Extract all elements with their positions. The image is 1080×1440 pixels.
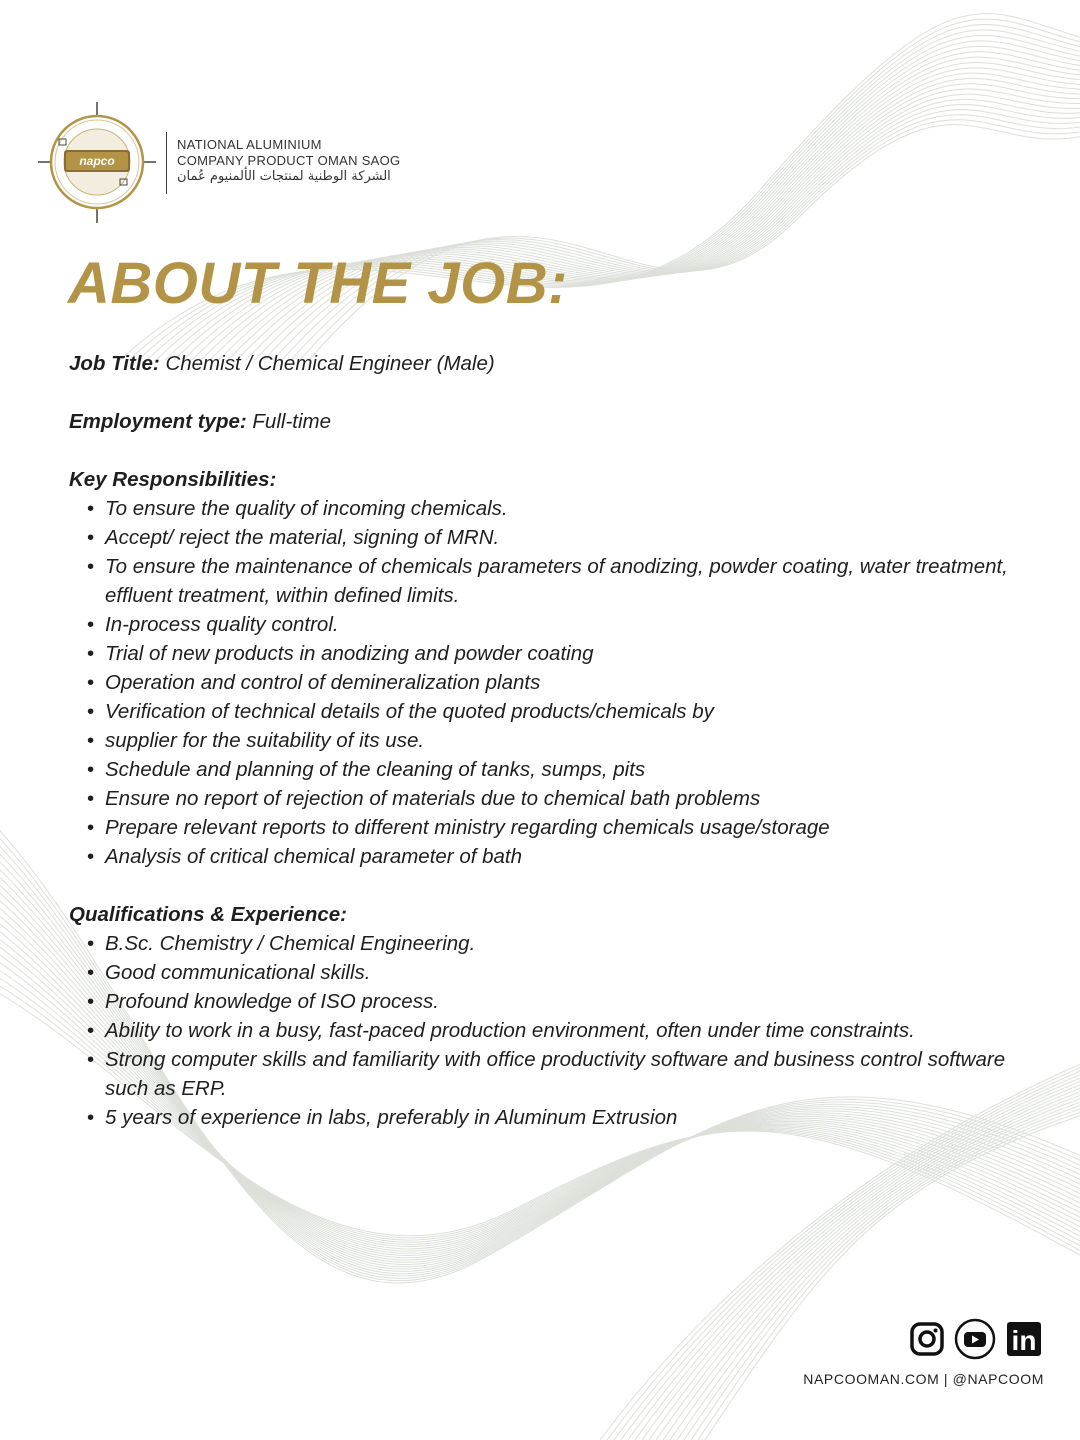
header-divider [166,132,167,194]
list-item: • Ensure no report of rejection of materials due to chemical bath problems [87,784,1029,813]
linkedin-icon[interactable] [1006,1321,1044,1357]
list-item: • Prepare relevant reports to different ministry regarding chemicals usage/storage [87,813,1029,842]
list-item: • Operation and control of demineralization plants [87,668,1029,697]
responsibilities-list [87,494,1029,871]
list-item: • Strong computer skills and familiarity with office productivity software and business control software such as ERP. [87,1045,1029,1103]
employment-type-value: Full-time [252,410,331,433]
company-name-line1: NATIONAL ALUMINIUM [177,137,322,152]
qualifications-heading: Qualifications & Experience: [69,903,347,926]
list-item: • Analysis of critical chemical parameter of bath [87,842,1029,871]
company-name [177,137,400,185]
job-description [69,349,1029,1161]
linkedin-text: in [1011,1325,1037,1356]
list-item: • Accept/ reject the material, signing of MRN. [87,523,1029,552]
list-item: • Schedule and planning of the cleaning of tanks, sumps, pits [87,755,1029,784]
employment-type-label: Employment type: [69,410,247,433]
website-handle[interactable]: NAPCOOMAN.COM | @NAPCOOM [803,1371,1044,1387]
job-title-value: Chemist / Chemical Engineer (Male) [165,352,495,375]
company-name-line2: COMPANY PRODUCT OMAN SAOG [177,153,401,168]
list-item: • Verification of technical details of the quoted products/chemicals by [87,697,1029,726]
list-item: • To ensure the quality of incoming chemicals. [87,494,1029,523]
list-item: • 5 years of experience in labs, preferably in Aluminum Extrusion [87,1103,1029,1132]
qualifications-list [87,929,1029,1132]
job-title-label: Job Title: [69,352,160,375]
list-item: • Ability to work in a busy, fast-paced production environment, often under time constraints. [87,1016,1029,1045]
job-title-row [69,349,1029,378]
list-item: • Good communicational skills. [87,958,1029,987]
list-item: • B.Sc. Chemistry / Chemical Engineering. [87,929,1029,958]
employment-type-row [69,407,1029,436]
list-item: • Profound knowledge of ISO process. [87,987,1029,1016]
logo-text: napco [79,154,115,168]
responsibilities-heading: Key Responsibilities: [69,468,277,491]
instagram-icon[interactable] [910,1322,944,1356]
company-header [38,100,458,225]
company-name-arabic: الشركة الوطنية لمنتجات الألمنيوم عُمان [177,169,391,184]
list-item: • Trial of new products in anodizing and powder coating [87,639,1029,668]
youtube-icon[interactable] [954,1318,996,1360]
social-icons [910,1318,1044,1360]
list-item: • supplier for the suitability of its use. [87,726,1029,755]
list-item: • To ensure the maintenance of chemicals parameters of anodizing, powder coating, water treatment, effluent treatment, within defined limits. [87,552,1029,610]
napco-logo [38,100,156,225]
list-item: • In-process quality control. [87,610,1029,639]
page-title: ABOUT THE JOB: [68,251,568,316]
